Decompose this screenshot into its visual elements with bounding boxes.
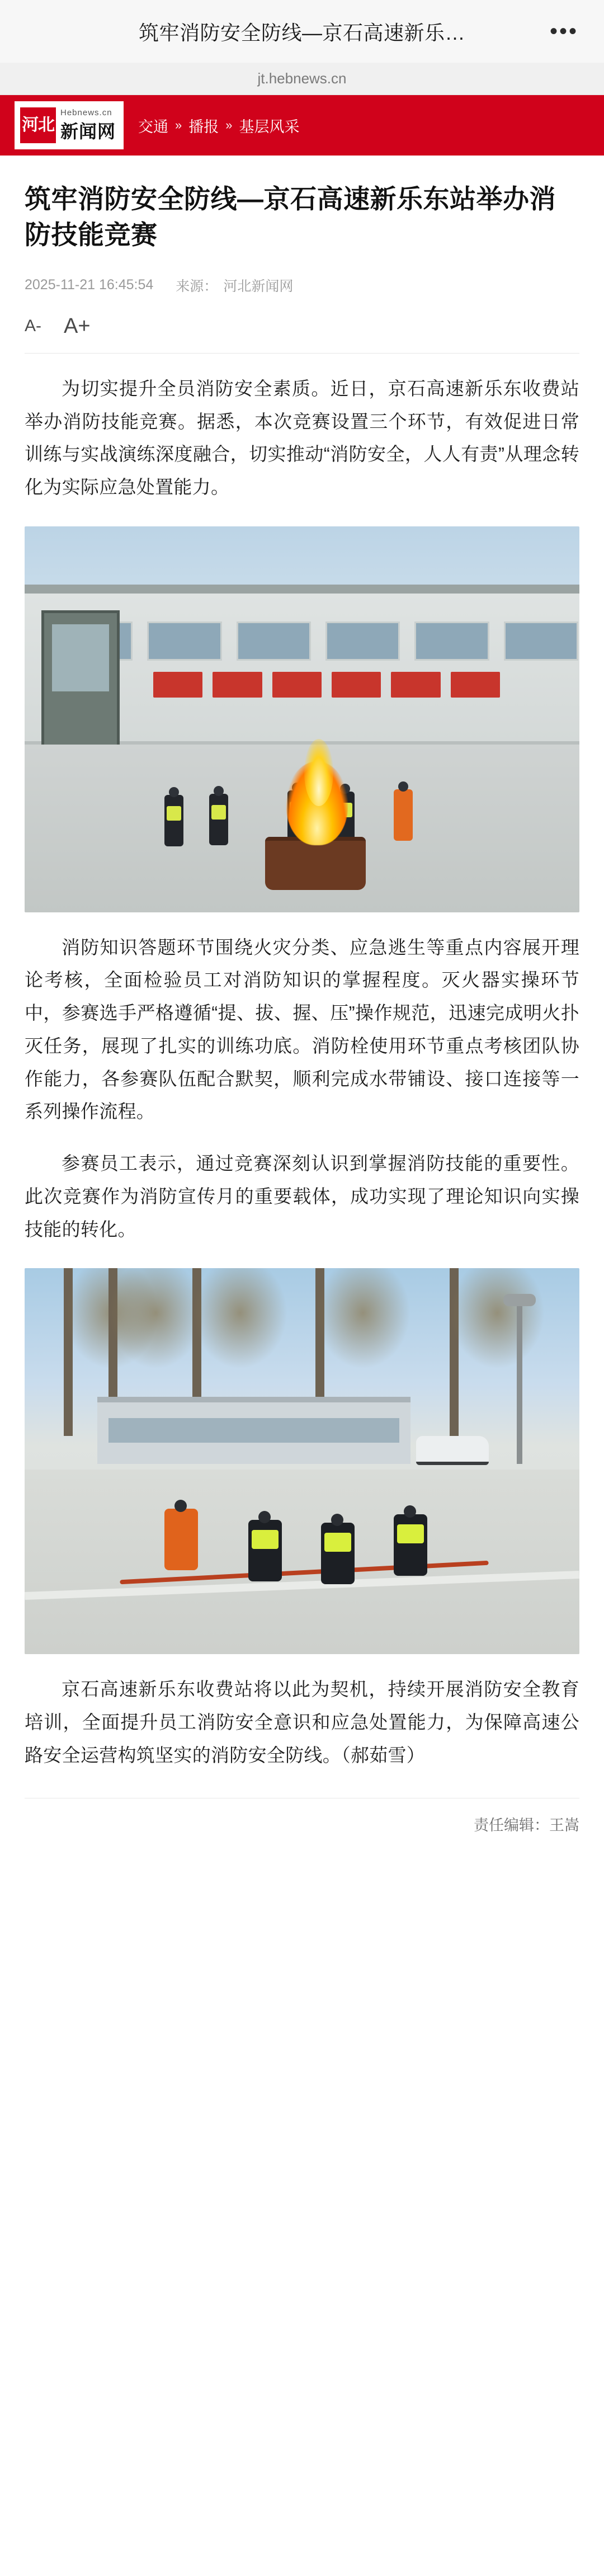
source-label: 来源： <box>176 278 218 294</box>
editor-line: 责任编辑：王嵩 <box>25 1798 579 1854</box>
photo1-signboards <box>153 672 500 698</box>
font-increase-button[interactable]: A+ <box>64 314 91 338</box>
article-paragraph: 为切实提升全员消防安全素质。近日，京石高速新乐东收费站举办消防技能竞赛。据悉，本次竞赛设置三个环节，有效促进日常训练与实战演练深度融合，切实推动“消防安全，人人有责”从理念转化为实际应急处置能力。 <box>25 378 579 498</box>
header-divider <box>25 353 579 354</box>
breadcrumb-item-1[interactable]: 播报 <box>188 118 219 135</box>
photo2-street-lamp <box>517 1302 522 1464</box>
page-title: 筑牢消防安全防线—京石高速新乐… <box>138 21 465 44</box>
breadcrumb-item-2[interactable]: 基层风采 <box>239 118 300 135</box>
article-image-2 <box>25 1268 579 1654</box>
article-paragraph: 京石高速新乐东收费站将以此为契机，持续开展消防安全教育培训，全面提升员工消防安全意识和应急处置能力，为保障高速公路安全运营构筑坚实的消防安全防线。（郝茹雪） <box>25 1679 579 1765</box>
photo2-car <box>416 1436 489 1465</box>
article-paragraph: 消防知识答题环节围绕火灾分类、应急逃生等重点内容展开理论考核，全面检验员工对消防知识的掌握程度。灭火器实操环节中，参赛选手严格遵循“提、拔、握、压”操作规范，迅速完成明火扑灭任务，展现了扎实的训练功底。消防栓使用环节重点考核团队协作能力，各参赛队伍配合默契，顺利完成水带铺设、接口连接等一系列操作流程。 <box>25 936 579 1122</box>
breadcrumb-item-0[interactable]: 交通 <box>138 118 169 135</box>
photo1-person <box>164 795 183 846</box>
article-headline: 筑牢消防安全防线—京石高速新乐东站举办消防技能竞赛 <box>25 184 556 249</box>
article-paragraph: 参赛员工表示，通过竞赛深刻认识到掌握消防技能的重要性。此次竞赛作为消防宣传月的重要载体，成功实现了理论知识向实操技能的转化。 <box>25 1153 579 1240</box>
source-name: 河北新闻网 <box>223 278 294 294</box>
logo-domain-text: Hebnews.cn <box>60 107 112 117</box>
photo2-worker <box>394 1514 427 1576</box>
photo1-person-orange <box>394 789 413 841</box>
more-horizontal-icon[interactable]: ••• <box>549 19 578 44</box>
photo2-worker <box>321 1523 355 1584</box>
breadcrumb <box>138 115 300 136</box>
font-decrease-button[interactable]: A- <box>25 317 41 336</box>
address-bar-url: jt.hebnews.cn <box>257 70 347 87</box>
photo1-toll-booth <box>41 610 120 750</box>
photo2-building <box>97 1397 410 1464</box>
browser-top-bar <box>0 0 604 63</box>
logo-mark: 河北 <box>20 107 56 143</box>
article-container <box>0 181 604 1854</box>
photo2-worker-orange <box>164 1509 198 1570</box>
logo-name-text: 新闻网 <box>60 121 116 142</box>
address-bar[interactable] <box>0 63 604 95</box>
photo1-flame-core <box>304 739 333 806</box>
photo1-windows <box>58 621 578 661</box>
font-size-controls <box>25 314 579 338</box>
chevron-right-icon: » <box>175 118 182 132</box>
photo1-person <box>209 794 228 845</box>
site-header <box>0 95 604 156</box>
article-image-1 <box>25 526 579 912</box>
photo2-road <box>25 1470 579 1654</box>
chevron-right-icon: » <box>225 118 233 132</box>
photo2-worker <box>248 1520 282 1581</box>
site-logo[interactable] <box>15 101 124 149</box>
article-meta <box>25 275 579 295</box>
article-datetime: 2025-11-21 16:45:54 <box>25 277 154 293</box>
